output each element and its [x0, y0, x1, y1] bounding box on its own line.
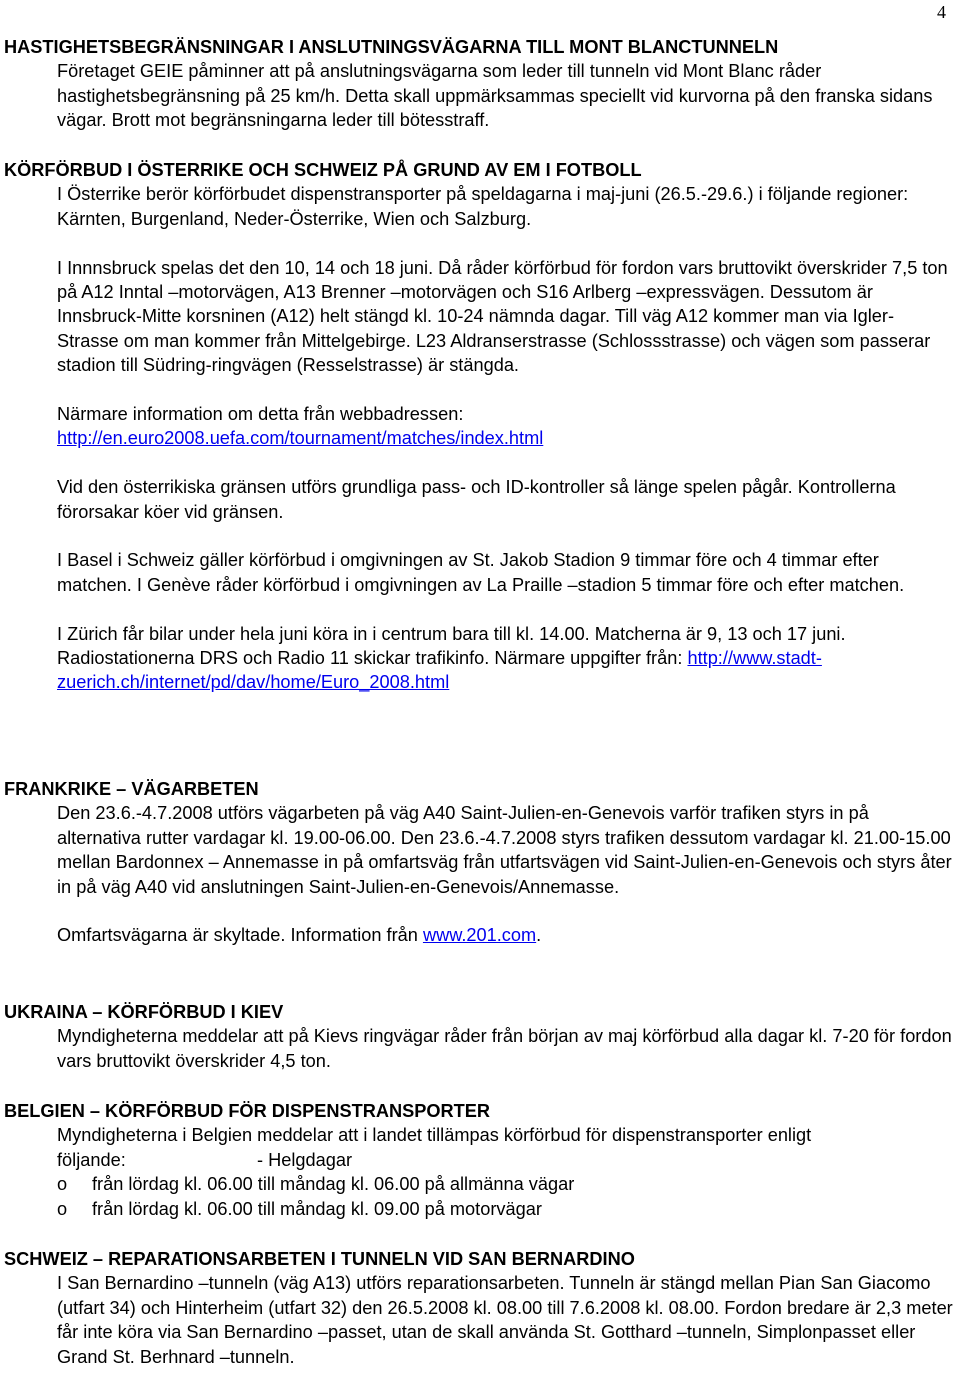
paragraph: I Basel i Schweiz gäller körförbud i omgivningen av St. Jakob Stadion 9 timmar före och 4 timmar efter matchen. I Genève råder körförbud i omgivningen av La Praille –stadion 5 timmar före och efter matchen.: [57, 550, 905, 595]
list-item: [57, 1172, 954, 1196]
section-heading: FRANKRIKE – VÄGARBETEN: [4, 779, 259, 799]
paragraph-text: Omfartsvägarna är skyltade. Information från: [57, 925, 418, 946]
paragraph: [57, 923, 954, 947]
paragraph: Vid den österrikiska gränsen utförs grundliga pass- och ID-kontroller så länge spelen pågår. Kontrollerna förorsakar köer vid gränsen.: [57, 477, 896, 522]
paragraph: Den 23.6.-4.7.2008 utförs vägarbeten på väg A40 Saint-Julien-en-Genevois varför trafiken styrs in på alternativa rutter vardagar kl. 19.00-06.00. Den 23.6.-4.7.2008 styrs trafiken dessutom vardagar kl. 21.00-15.00 mellan Bardonnex – Annemasse in på omfartsväg från utfartsvägen vid Saint-Julien-en-Genevois och styrs åter in på väg A40 vid anslutningen Saint-Julien-en-Genevois/Annemasse.: [57, 803, 952, 897]
paragraph: Myndigheterna i Belgien meddelar att i landet tillämpas körförbud för dispenstransporter enligt: [57, 1125, 812, 1146]
section-heading: UKRAINA – KÖRFÖRBUD I KIEV: [4, 1002, 284, 1022]
section-heading: SCHWEIZ – REPARATIONSARBETEN I TUNNELN VID SAN BERNARDINO: [4, 1249, 635, 1269]
paragraph-text: - Helgdagar: [257, 1149, 353, 1170]
paragraph-line: [57, 1148, 954, 1172]
section-san-bernardino: [4, 1247, 954, 1369]
paragraph-text: följande:: [57, 1149, 126, 1170]
paragraph-end: .: [536, 925, 542, 946]
paragraph: I Österrike berör körförbudet dispenstransporter på speldagarna i maj-juni (26.5.-29.6.) i följande regioner: Kärnten, Burgenland, Neder-Österrike, Wien och Salzburg.: [57, 184, 909, 229]
list-item: [57, 1197, 954, 1221]
201-link[interactable]: www.201.com: [422, 925, 537, 946]
paragraph: [57, 622, 954, 695]
section-heading: KÖRFÖRBUD I ÖSTERRIKE OCH SCHWEIZ PÅ GRUND AV EM I FOTBOLL: [4, 160, 642, 180]
euro2008-link[interactable]: http://en.euro2008.uefa.com/tournament/matches/index.html: [57, 428, 544, 449]
section-ukraine: [4, 1000, 954, 1073]
paragraph-text: Närmare information om detta från webbadressen:: [57, 404, 464, 425]
zuerich-link[interactable]: http://www.stadt-zuerich.ch/internet/pd/dav/home/Euro_2008.html: [57, 648, 822, 693]
paragraph-text: I Zürich får bilar under hela juni köra in i centrum bara till kl. 14.00. Matcherna är 9, 13 och 17 juni. Radiostationerna DRS och Radio 11 skickar trafikinfo. Närmare uppgifter från:: [57, 623, 846, 669]
section-heading: HASTIGHETSBEGRÄNSNINGAR I ANSLUTNINGSVÄGARNA TILL MONT BLANCTUNNELN: [4, 37, 779, 57]
section-austria-switzerland: [4, 158, 954, 695]
list-item-text: från lördag kl. 06.00 till måndag kl. 09.00 på motorvägar: [92, 1198, 542, 1219]
paragraph: Företaget GEIE påminner att på anslutningsvägarna som leder till tunneln vid Mont Blanc råder hastighetsbegränsning på 25 km/h. Detta skall uppmärksammas speciellt vid kurvorna på den franska sidans vägar. Brott mot begränsningarna leder till bötesstraff.: [57, 61, 933, 131]
paragraph: [57, 402, 954, 451]
list-item-text: från lördag kl. 06.00 till måndag kl. 06.00 på allmänna vägar: [92, 1174, 575, 1195]
page-number: 4: [937, 2, 946, 22]
paragraph: Myndigheterna meddelar att på Kievs ringvägar råder från början av maj körförbud alla dagar kl. 7-20 för fordon vars bruttovikt överskrider 4,5 ton.: [57, 1026, 952, 1071]
section-heading: BELGIEN – KÖRFÖRBUD FÖR DISPENSTRANSPORTER: [4, 1101, 491, 1121]
bullet: o: [57, 1198, 68, 1219]
bullet: o: [57, 1174, 68, 1195]
paragraph: I Innnsbruck spelas det den 10, 14 och 18 juni. Då råder körförbud för fordon vars bruttovikt överskrider 7,5 ton på A12 Inntal –motorvägen, A13 Brenner –motorvägen och S16 Arlberg –expressvägen. Dessutom är Innsbruck-Mitte korsninen (A12) helt stängd kl. 10-24 nämnda dagar. Till väg A12 kommer man via Igler-Strasse om man kommer från Mittelgebirge. L23 Aldranserstrasse (Schlossstrasse) och vägen som passerar stadion till Südring-ringvägen (Resselstrasse) är stängda.: [57, 257, 948, 376]
section-mont-blanc: [4, 35, 954, 133]
paragraph: I San Bernardino –tunneln (väg A13) utförs reparationsarbeten. Tunneln är stängd mellan Pian San Giacomo (utfart 34) och Hinterheim (utfart 32) den 26.5.2008 kl. 08.00 till 7.6.2008 kl. 08.00. Fordon bredare är 2,3 meter får inte köra via San Bernardino –passet, utan de skall använda St. Gotthard –tunneln, Simplonpasset eller Grand St. Berhnard –tunneln.: [57, 1273, 953, 1367]
section-belgium: [4, 1099, 954, 1221]
section-france: [4, 777, 954, 948]
